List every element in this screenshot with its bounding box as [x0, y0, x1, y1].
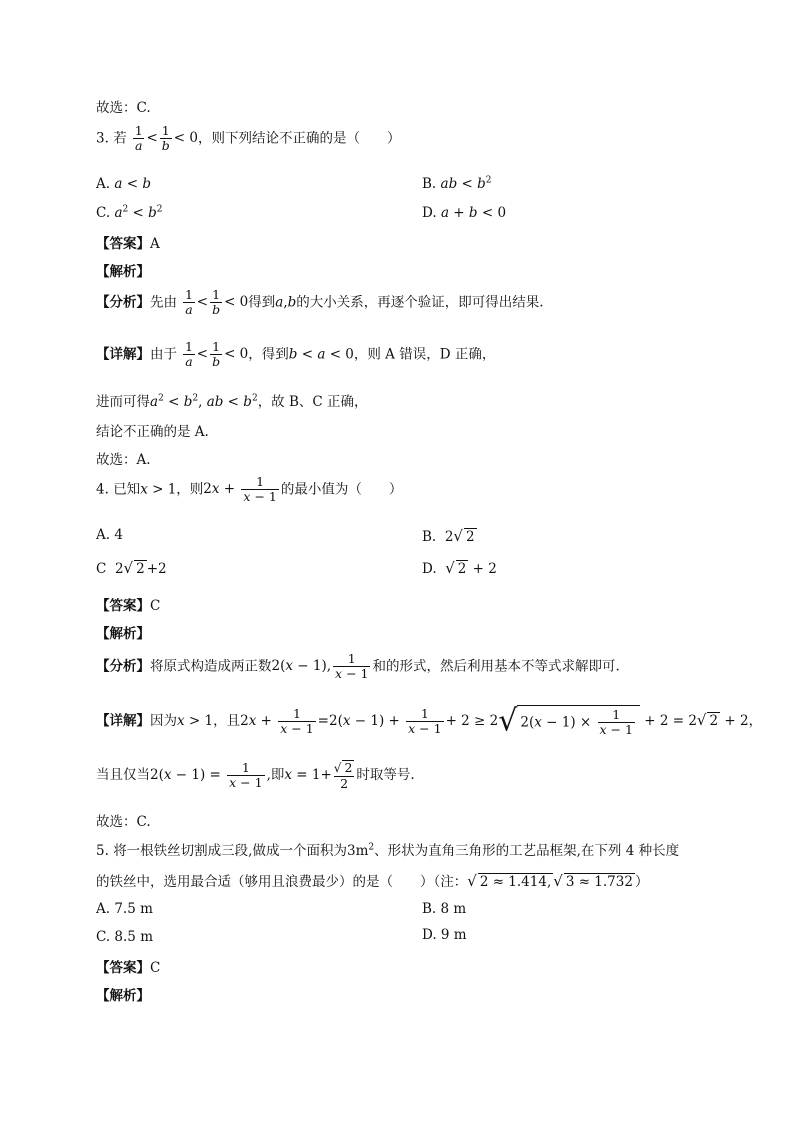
q4-answer: 【答案】C	[96, 598, 161, 614]
q4-stem: 4. 已知x > 1，则2x + $\frac{1}{x - 1}$ 的最小值为（ ）	[96, 474, 403, 505]
q4-option-b: B. 2√ 2	[422, 527, 475, 545]
q4-option-a: A. 4	[96, 527, 123, 543]
q5-stem-line1: 5. 将一根铁丝切割成三段,做成一个面积为$3m^2$、形状为直角三角形的工艺品框架,在下列 4 种长度	[96, 842, 680, 859]
q3-conclusion: 故选：A.	[96, 452, 151, 468]
q5-stem-line2: 的铁丝中，选用最合适（够用且浪费最少）的是（ ）（注：√ 2 ≈ 1.414,√ 3 ≈ 1.732 ）	[96, 872, 649, 890]
q5-option-a: A. 7.5 m	[96, 901, 153, 917]
q5-option-b: B. 8 m	[422, 901, 467, 917]
q3-option-c: C. $a^2 < b^2$	[96, 204, 163, 221]
q4-option-c: C 2√ 2 +2	[96, 559, 167, 577]
q5-option-d: D. 9 m	[422, 927, 467, 943]
q3-option-b: B. ab < $b^2$	[422, 175, 492, 192]
q3-stem: 3. 若 $\frac{1}{a}$ < $\frac{1}{b}$ < 0，则下列结论不正确的是（ ）	[96, 123, 401, 154]
q3-detail-line3: 结论不正确的是 A.	[96, 424, 209, 440]
q5-solution-label: 【解析】	[96, 988, 150, 1004]
q3-answer: 【答案】A	[96, 236, 160, 252]
q3-detail: 【详解】由于 $\frac{1}{a}$ < $\frac{1}{b}$ < 0，得到b < a < 0，则 A 错误，D 正确，	[96, 339, 496, 370]
q3-analysis: 【分析】先由 $\frac{1}{a}$ < $\frac{1}{b}$ < 0得到a,b的大小关系，再逐个验证，即可得出结果.	[96, 287, 544, 318]
q4-solution-label: 【解析】	[96, 626, 150, 642]
q4-detail: 【详解】因为x > 1，且2x + $\frac{1}{x - 1}$ =2(x − 1) + $\frac{1}{x - 1}$ + 2 ≥ 2√ 2(x − 1) × $\frac{1}{x - 1}$ + 2 = 2√ 2 + 2，	[96, 703, 763, 739]
q3-option-a: A. a < b	[96, 176, 151, 192]
q3-condition-formula: $\frac{1}{a}$ < $\frac{1}{b}$ < 0	[134, 123, 198, 154]
q4-analysis: 【分析】将原式构造成两正数2(x − 1), $\frac{1}{x - 1}$ 和的形式，然后利用基本不等式求解即可.	[96, 651, 620, 682]
q3-detail-line2: 进而可得$a^2 < b^2$, ab < $b^2$，故 B、C 正确，	[96, 393, 368, 410]
q5-option-c: C. 8.5 m	[96, 929, 153, 945]
q3-solution-label: 【解析】	[96, 264, 150, 280]
q4-option-d: D. √ 2 + 2	[422, 559, 497, 577]
q3-option-d: D. a + b < 0	[422, 205, 507, 221]
q5-answer: 【答案】C	[96, 960, 161, 976]
q4-detail-line2: 当且仅当2(x − 1) = $\frac{1}{x - 1}$ ,即x = 1+ $\frac{√ 2}{2}$ 时取等号.	[96, 759, 415, 791]
q4-conclusion: 故选：C.	[96, 814, 151, 830]
q2-conclusion: 故选：C.	[96, 100, 151, 116]
